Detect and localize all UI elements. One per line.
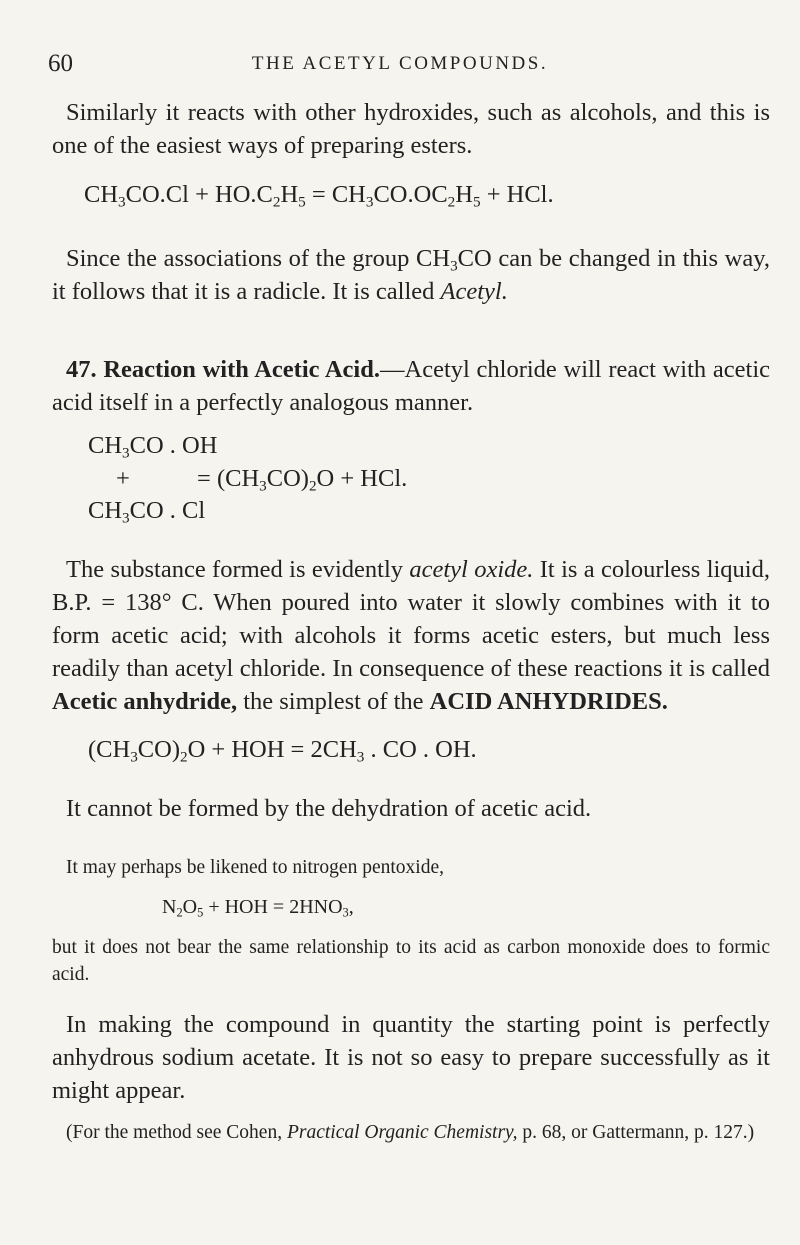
term-acetyl-oxide: acetyl oxide. [409,556,534,583]
section-number: 47. [66,356,97,383]
term-acetyl: Acetyl. [440,278,508,305]
equation-esterification: $CH_3CO.Cl + HO.C_2H_5 = CH_3CO.OC_2H_5$ + HCl. [84,181,554,211]
paragraph-preparation: In making the compound in quantity the starting point is perfectly anhydrous sodium acetate. It is not so easy to prepare successfully as it might appear. [52,1011,770,1104]
book-page: 60 THE ACETYL COMPOUNDS. Similarly it reacts with other hydroxides, such as alcohols, and this is one of the easiest ways of preparing esters. $CH_3CO.Cl + HO.C_2H_5 = CH_3CO.OC_2H_5$ + HCl. Since the associations of the group $CH_3CO$ can be changed in this way, it follows that it is a radicle. It is called Acetyl. 47. Reaction with Acetic Acid.—Acetyl chloride will react with acetic acid itself in a perfectly analogous manner. $CH_3CO$ . OH + = $(CH_3CO)_2O$ + HCl. $CH_3CO$ . Cl The substance formed is evidently acetyl oxide. It is a colourless liquid, B.P. = 138° C. When poured into water it slowly combines with it to form acetic acid; with alcohols it forms acetic esters, but much less readily than acetyl chloride. In consequence of these reactions it is called Acetic anhydride, the simplest of the ACID ANHYDRIDES. $(CH_3CO)_2O$ + HOH = $2CH_3$ . CO . OH. It cannot be formed by the dehydration of acetic acid. It may perhaps be likened to nitrogen pentoxide, $N_2O_5$ + HOH = $2HNO_3$, but it does not bear the same relationship to its acid as carbon monoxide does to formic acid. In making the compound in quantity the starting point is perfectly anhydrous sodium acetate. It is not so easy to prepare successfully as it might appear. (For the method see Cohen, Practical Organic Chemistry, p. 68, or Gattermann, p. 127.) [0,0,800,1245]
term-acid-anhydrides: ACID ANHYDRIDES. [429,688,668,715]
note-carbon-monoxide: but it does not bear the same relationship to its acid as carbon monoxide does to formic acid. [52,937,770,985]
page-header [48,50,752,80]
reference-title: Practical Organic Chemistry, [286,1122,518,1143]
section-heading: Reaction with Acetic Acid. [103,356,380,383]
paragraph-esters: Similarly it reacts with other hydroxides, such as alcohols, and this is one of the easiest ways of preparing esters. [52,99,770,159]
equation-hydrolysis: $(CH_3CO)_2O$ + HOH = $2CH_3$ . CO . OH. [88,736,477,766]
running-head: THE ACETYL COMPOUNDS. [251,53,549,74]
equation-nitric-acid: $N_2O_5$ + HOH = $2HNO_3$, [162,896,354,920]
note-nitrogen-pentoxide: It may perhaps be likened to nitrogen pentoxide, [66,857,444,878]
section-47: 47. Reaction with Acetic Acid.—Acetyl chloride will react with acetic acid itself in a perfectly analogous manner. [52,356,770,416]
paragraph-acetyl-radicle: Since the associations of the group $CH_3CO$ can be changed in this way, it follows that it is a radicle. It is called Acetyl. [52,245,771,305]
paragraph-dehydration: It cannot be formed by the dehydration of acetic acid. [66,795,592,822]
page-number: 60 [48,50,73,77]
reference-note: (For the method see Cohen, Practical Organic Chemistry, p. 68, or Gattermann, p. 127.) [66,1122,755,1143]
paragraph-acetyl-oxide: The substance formed is evidently acetyl oxide. It is a colourless liquid, B.P. = 138° C. When poured into water it slowly combines with it to form acetic acid; with alcohols it forms acetic esters, but much less readily than acetyl chloride. In consequence of these reactions it is called Acetic anhydride, the simplest of the ACID ANHYDRIDES. [52,556,770,715]
term-acetic-anhydride: Acetic anhydride, [52,688,238,715]
